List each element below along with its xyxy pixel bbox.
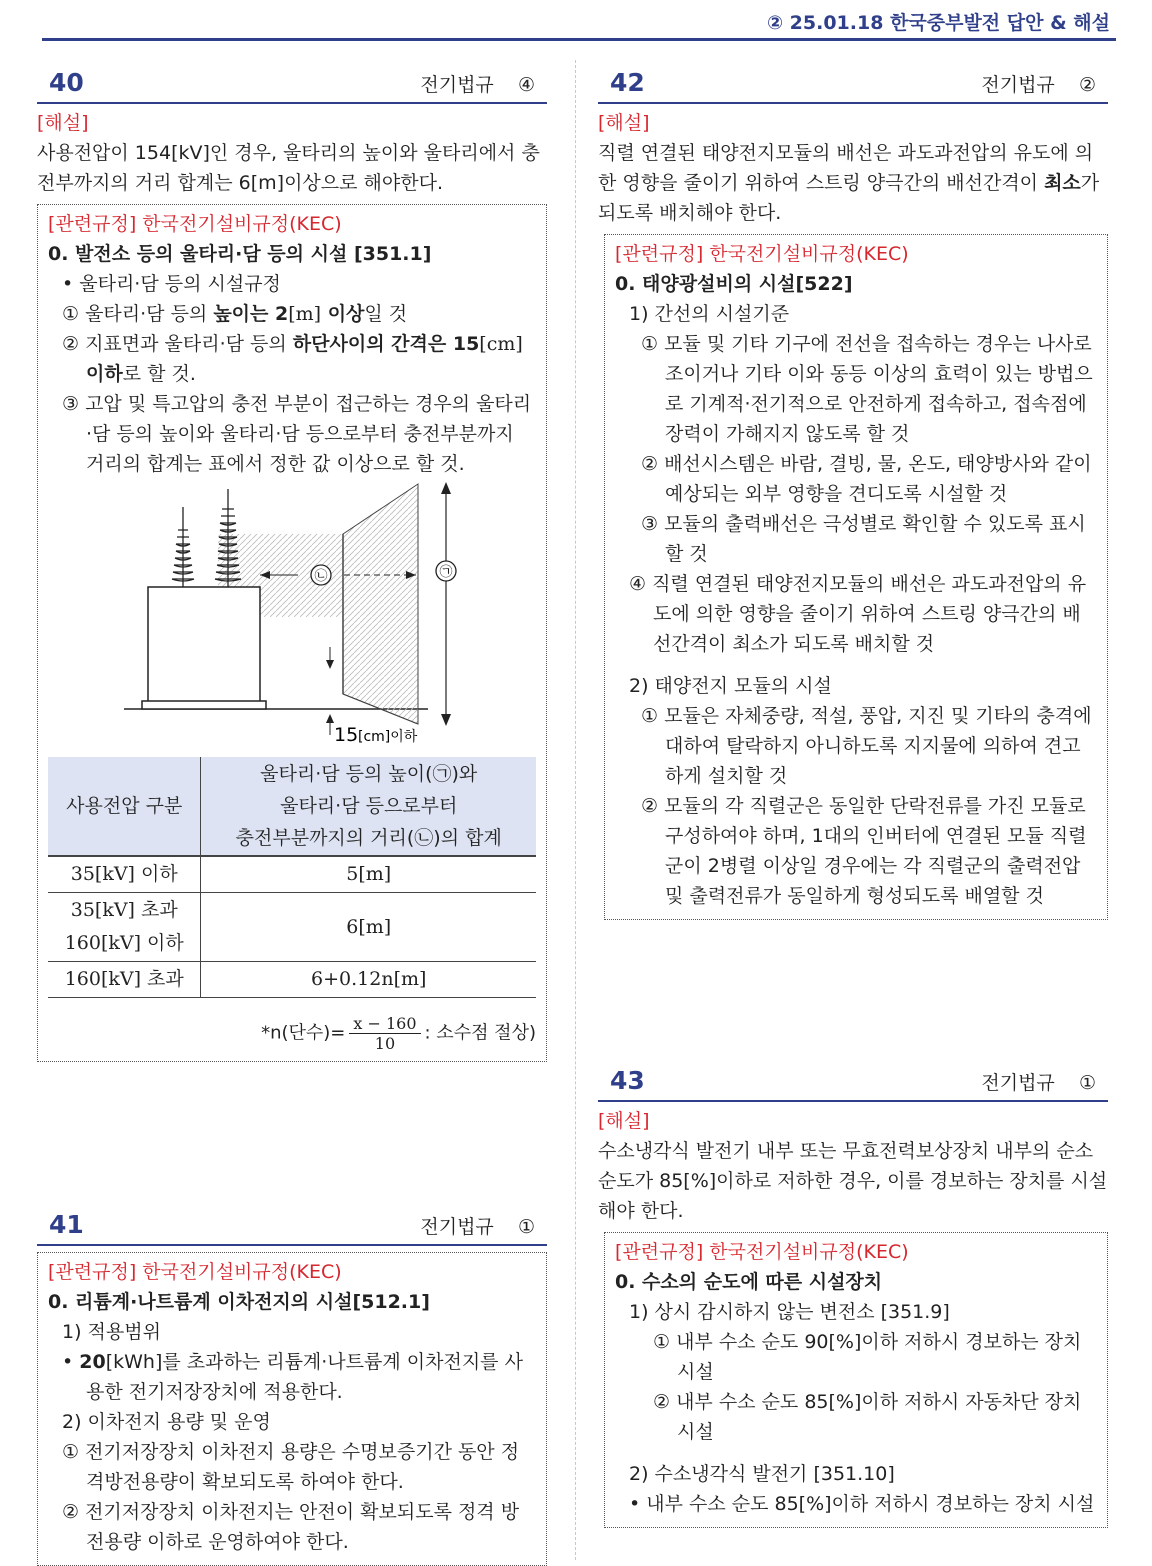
explain-text: 사용전압이 154[kV]인 경우, 울타리의 높이와 울타리에서 충전부까지의 거리 합계는 6[m]이상으로 해야한다. <box>37 142 540 194</box>
question-42-header <box>598 68 1108 104</box>
regulation-box <box>604 234 1108 920</box>
question-42 <box>598 68 1108 920</box>
question-category: 전기법규 ② <box>981 74 1096 96</box>
header-rule <box>42 38 1116 41</box>
regulation-box <box>604 1232 1108 1528</box>
label-15: 15 <box>334 724 359 746</box>
question-number: 42 <box>610 68 645 97</box>
table-header: 사용전압 구분 <box>48 757 201 856</box>
list-item: • 내부 수소 순도 85[%]이하 저하시 경보하는 장치 시설 <box>629 1493 1095 1515</box>
question-number: 43 <box>610 1066 645 1095</box>
list-item: ② 배선시스템은 바람, 결빙, 물, 온도, 태양방사와 같이 예상되는 외부 영향을 견디도록 시설할 것 <box>641 453 1092 505</box>
question-43-header <box>598 1066 1108 1102</box>
list-item: ① 모듈 및 기타 기구에 전선을 접속하는 경우는 나사로 조이거나 기타 이와 동등 이상의 효력이 있는 방법으로 기계적·전기적으로 안전하게 접속하고, 접속점에 장력이 가해지지 않도록 할 것 <box>641 333 1093 445</box>
table-note: *n(단수)= $\frac{x - 160}{10}$ : 소수점 절상) <box>261 1014 536 1053</box>
list-item: ③ 고압 및 특고압의 충전 부분이 접근하는 경우의 울타리·담 등의 높이와 울타리·담 등으로부터 충전부분까지 거리의 합계는 표에서 정한 값 이상으로 할 것. <box>62 393 532 475</box>
answer-mark: ④ <box>517 74 535 96</box>
table-row: 160[kV] 초과 6+0.12n[m] <box>48 962 536 998</box>
answer-mark: ② <box>1078 74 1096 96</box>
regulation-title: 0. 수소의 순도에 따른 시설장치 <box>615 1271 883 1293</box>
bullet-item: • 울타리·담 등의 시설규정 <box>62 273 281 295</box>
answer-mark: ① <box>1078 1072 1096 1094</box>
label-15-unit: [cm]이하 <box>358 729 418 745</box>
question-number: 41 <box>49 1210 84 1239</box>
list-item: ② 모듈의 각 직렬군은 동일한 단락전류를 가진 모듈로 구성하여야 하며, 1대의 인버터에 연결된 모듈 직렬군이 2병렬 이상일 경우에는 각 직렬군의 출력전압 및 출력전류가 동일하게 형성되도록 배열할 것 <box>641 795 1087 907</box>
section-heading: 1) 간선의 시설기준 <box>629 303 790 325</box>
list-item: ① 내부 수소 순도 90[%]이하 저하시 경보하는 장치 시설 <box>653 1331 1082 1383</box>
regulation-title: 0. 리튬계·나트륨계 이차전지의 시설[512.1] <box>48 1291 430 1313</box>
regulation-box <box>37 1252 547 1566</box>
list-item: ① 모듈은 자체중량, 적설, 풍압, 지진 및 기타의 충격에 대하여 탈락하지 아니하도록 지지물에 의하여 견고하게 설치할 것 <box>641 705 1092 787</box>
voltage-table <box>48 757 536 998</box>
list-item: ① 울타리·담 등의 높이는 2[m] 이상일 것 <box>62 303 408 325</box>
regulation-title: 0. 태양광설비의 시설[522] <box>615 273 853 295</box>
list-item: • 20[kWh]를 초과하는 리튬계·나트륨계 이차전지를 사용한 전기저장장치에 적용한다. <box>62 1351 523 1403</box>
answer-mark: ① <box>517 1216 535 1238</box>
list-item: ② 전기저장장치 이차전지는 안전이 확보되도록 정격 방전용량 이하로 운영하여야 한다. <box>62 1501 520 1553</box>
question-41-header <box>37 1210 547 1246</box>
list-item: ④ 직렬 연결된 태양전지모듈의 배선은 과도과전압의 유도에 의한 영향을 줄이기 위하여 스트링 양극간의 배선간격이 최소가 되도록 배치할 것 <box>629 573 1087 655</box>
list-item: ③ 모듈의 출력배선은 극성별로 확인할 수 있도록 표시할 것 <box>641 513 1086 565</box>
header-title: ② 25.01.18 한국중부발전 답안 & 해설 <box>766 12 1110 34</box>
list-item: ② 지표면과 울타리·담 등의 하단사이의 간격은 15[cm] 이하로 할 것. <box>62 333 523 385</box>
fence-diagram <box>48 479 536 749</box>
regulation-box <box>37 204 547 1062</box>
explain-text: 직렬 연결된 태양전지모듈의 배선은 과도과전압의 유도에 의한 영향을 줄이기 위하여 스트링 양극간의 배선간격이 최소가 되도록 배치해야 한다. <box>598 142 1100 224</box>
section-heading: 2) 수소냉각식 발전기 [351.10] <box>629 1463 895 1485</box>
regulation-label: [관련규정] 한국전기설비규정(KEC) <box>615 243 909 265</box>
list-item: ② 내부 수소 순도 85[%]이하 저하시 자동차단 장치 시설 <box>653 1391 1082 1443</box>
regulation-title: 0. 발전소 등의 울타리·담 등의 시설 [351.1] <box>48 243 432 265</box>
regulation-label: [관련규정] 한국전기설비규정(KEC) <box>615 1241 909 1263</box>
question-43 <box>598 1066 1108 1528</box>
question-number: 40 <box>49 68 84 97</box>
label-height: ㉠ <box>439 565 453 580</box>
explain-label: [해설] <box>37 112 89 134</box>
section-heading: 1) 적용범위 <box>62 1321 161 1343</box>
section-heading: 2) 이차전지 용량 및 운영 <box>62 1411 271 1433</box>
explain-label: [해설] <box>598 1110 650 1132</box>
explain-label: [해설] <box>598 112 650 134</box>
table-row: 35[kV] 이하 5[m] <box>48 856 536 893</box>
question-41 <box>37 1210 547 1566</box>
table-row: 35[kV] 초과 160[kV] 이하 6[m] <box>48 893 536 962</box>
question-40 <box>37 68 547 1062</box>
question-category: 전기법규 ① <box>420 1216 535 1238</box>
question-40-header <box>37 68 547 104</box>
regulation-label: [관련규정] 한국전기설비규정(KEC) <box>48 1261 342 1283</box>
section-heading: 2) 태양전지 모듈의 시설 <box>629 675 832 697</box>
column-separator <box>575 60 576 1560</box>
list-item: ① 전기저장장치 이차전지 용량은 수명보증기간 동안 정격방전용량이 확보되도록 하여야 한다. <box>62 1441 520 1493</box>
explain-text: 수소냉각식 발전기 내부 또는 무효전력보상장치 내부의 순소 순도가 85[%]이하로 저하한 경우, 이를 경보하는 장치를 시설해야 한다. <box>598 1140 1108 1222</box>
question-category: 전기법규 ④ <box>420 74 535 96</box>
section-heading: 1) 상시 감시하지 않는 변전소 [351.9] <box>629 1301 950 1323</box>
regulation-label: [관련규정] 한국전기설비규정(KEC) <box>48 213 342 235</box>
question-category: 전기법규 ① <box>981 1072 1096 1094</box>
label-distance: ㉡ <box>314 569 328 584</box>
table-header: 울타리·담 등의 높이(㉠)와 울타리·담 등으로부터 충전부분까지의 거리(㉡)의 합계 <box>201 757 536 856</box>
